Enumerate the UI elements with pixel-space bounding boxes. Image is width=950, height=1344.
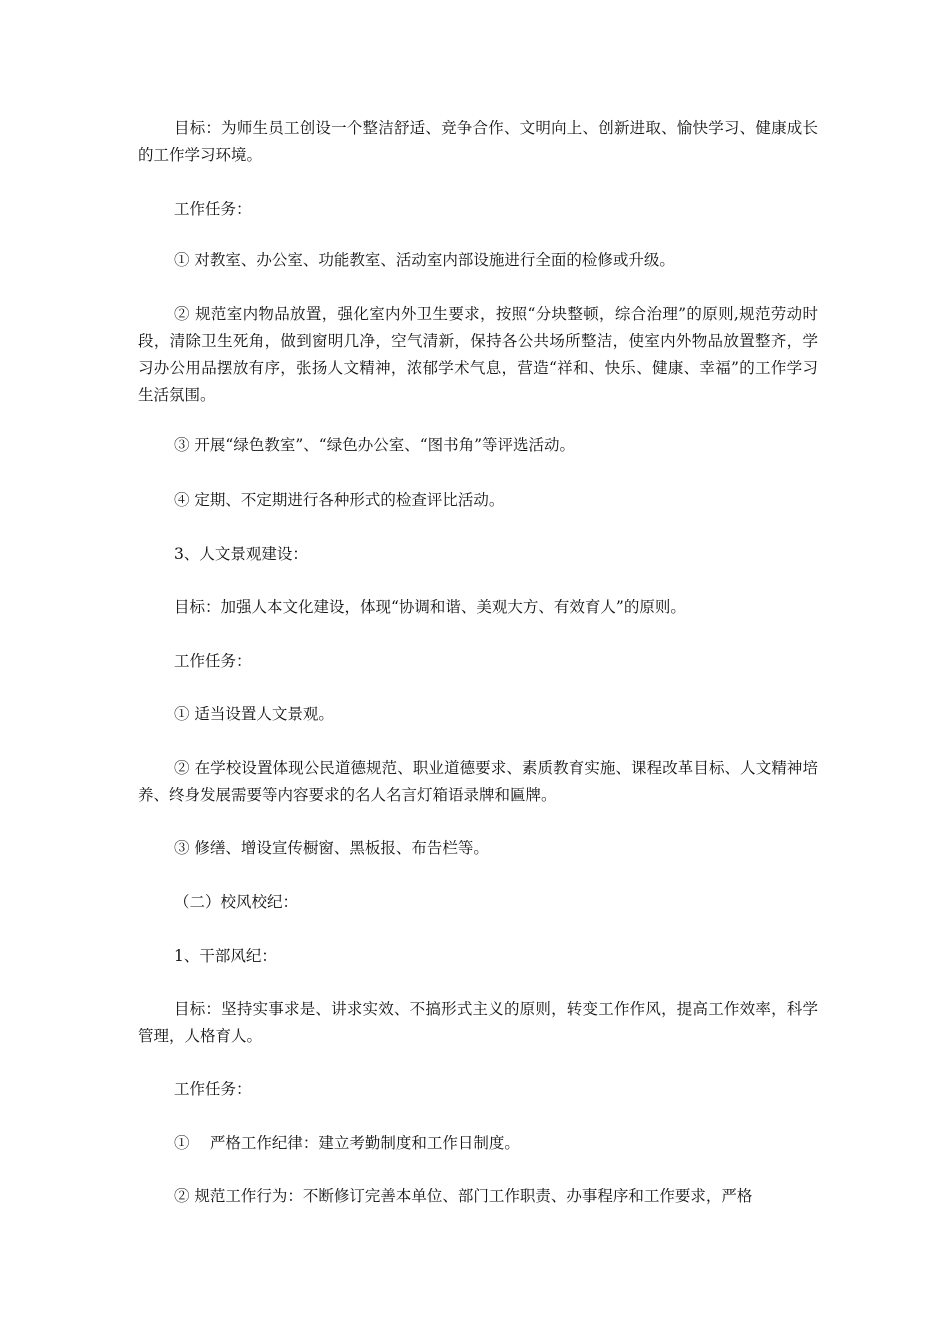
paragraph-task-4: ④ 定期、不定期进行各种形式的检查评比活动。	[174, 491, 505, 509]
paragraph-task-1: ① 对教室、办公室、功能教室、活动室内部设施进行全面的检修或升级。	[174, 251, 675, 269]
paragraph-task-2: ② 规范室内物品放置，强化室内外卫生要求，按照“分块整顿，综合治理”的原则,规范劳动时段，清除卫生死角，做到窗明几净，空气清新，保持各公共场所整洁，使室内外物品放置整齐，学习办公用品摆放有序，张扬人文精神，浓郁学术气息，营造“祥和、快乐、健康、幸福”的工作学习生活氛围。	[138, 305, 818, 404]
paragraph-goal-cadre: 目标：坚持实事求是、讲求实效、不搞形式主义的原则，转变工作作风，提高工作效率，科学管理，人格育人。	[138, 1000, 818, 1045]
paragraph-work-tasks-heading: 工作任务：	[174, 200, 252, 218]
paragraph-cadre-task-1: ① 严格工作纪律：建立考勤制度和工作日制度。	[174, 1134, 520, 1152]
paragraph-task-3: ③ 开展“绿色教室”、“绿色办公室、“图书角”等评选活动。	[174, 436, 576, 454]
paragraph-work-tasks-heading-3: 工作任务：	[174, 1080, 252, 1098]
paragraph-work-tasks-heading-2: 工作任务：	[174, 652, 252, 670]
section-heading-school-discipline: （二）校风校纪：	[174, 893, 299, 911]
paragraph-goal-environment: 目标：为师生员工创设一个整洁舒适、竞争合作、文明向上、创新进取、愉快学习、健康成长的工作学习环境。	[138, 119, 818, 164]
paragraph-cadre-task-2: ② 规范工作行为：不断修订完善本单位、部门工作职责、办事程序和工作要求，严格	[174, 1187, 753, 1205]
paragraph-humanities-task-2: ② 在学校设置体现公民道德规范、职业道德要求、素质教育实施、课程改革目标、人文精神培养、终身发展需要等内容要求的名人名言灯箱语录牌和匾牌。	[138, 759, 818, 804]
paragraph-humanities-task-1: ① 适当设置人文景观。	[174, 705, 334, 723]
paragraph-humanities-task-3: ③ 修缮、增设宣传橱窗、黑板报、布告栏等。	[174, 839, 489, 857]
section-heading-humanities: 3、人文景观建设：	[174, 545, 308, 563]
paragraph-goal-humanities: 目标：加强人本文化建设，体现“协调和谐、美观大方、有效育人”的原则。	[174, 598, 686, 616]
section-heading-cadre-discipline: 1、干部风纪：	[174, 947, 277, 965]
